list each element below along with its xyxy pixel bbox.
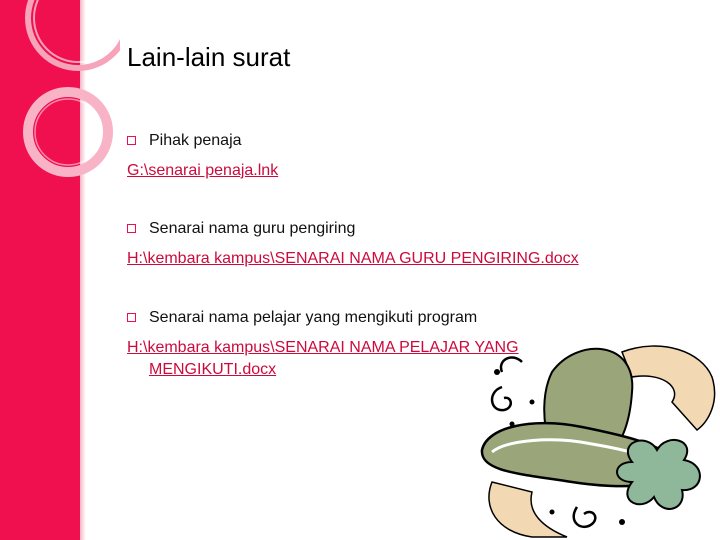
- bullet-item-pelajar: [127, 307, 587, 329]
- slide-title: Lain-lain surat: [127, 42, 291, 72]
- link-senarai-penaja[interactable]: G:\senarai penaja.lnk: [127, 162, 279, 179]
- checkbox-bullet-icon: [127, 224, 136, 233]
- bullet-label: Pihak penaja: [149, 132, 242, 149]
- hat-clipart: [472, 332, 720, 540]
- checkbox-bullet-icon: [127, 136, 136, 145]
- checkbox-bullet-icon: [127, 313, 136, 322]
- bullet-item-pihak-penaja: [127, 130, 587, 152]
- bullet-item-guru-pengiring: [127, 218, 587, 240]
- bullet-label: Senarai nama pelajar yang mengikuti program: [149, 309, 478, 326]
- decorative-rings: [0, 0, 120, 200]
- bullet-label: Senarai nama guru pengiring: [149, 220, 356, 237]
- link-nama-pelajar[interactable]: H:\kembara kampus\SENARAI NAMA PELAJAR YANG MENGIKUTI.docx: [127, 339, 519, 378]
- link-guru-pengiring[interactable]: H:\kembara kampus\SENARAI NAMA GURU PENGIRING.docx: [127, 250, 579, 267]
